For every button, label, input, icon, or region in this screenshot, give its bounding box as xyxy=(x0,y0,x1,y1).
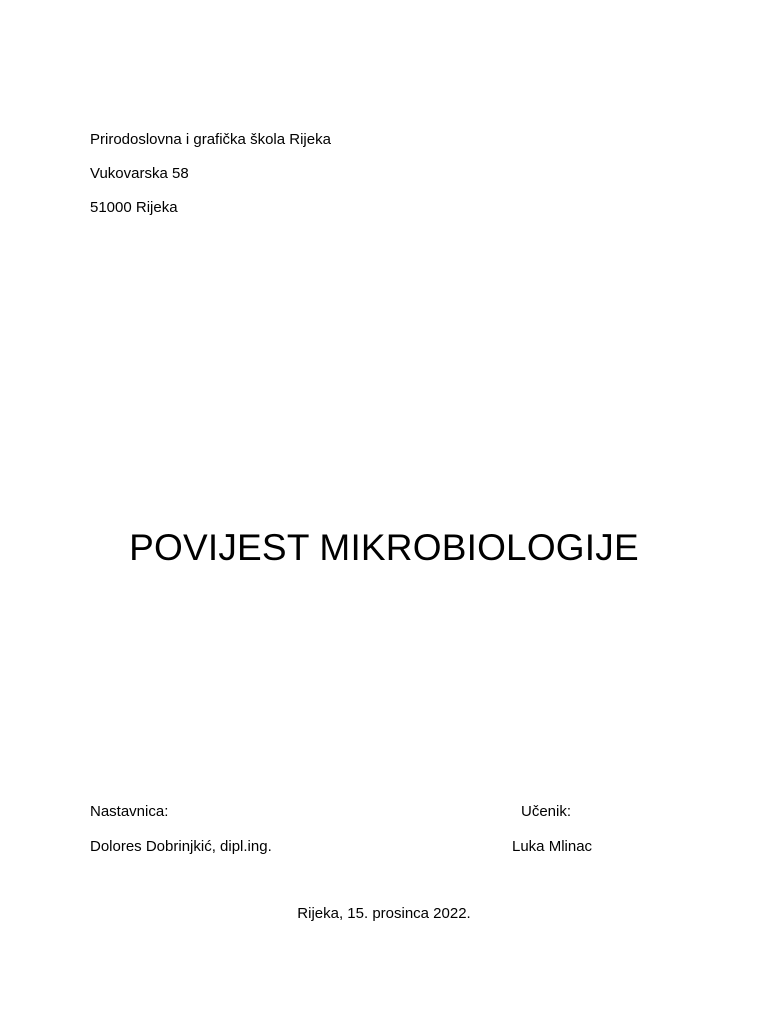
student-label: Učenik: xyxy=(521,803,572,820)
place-date: Rijeka, 15. prosinca 2022. xyxy=(297,905,471,922)
teacher-name: Dolores Dobrinjkić, dipl.ing. xyxy=(90,838,272,855)
school-name: Prirodoslovna i grafička škola Rijeka xyxy=(90,131,331,148)
teacher-label: Nastavnica: xyxy=(90,803,169,820)
school-street: Vukovarska 58 xyxy=(90,165,189,182)
document-title: POVIJEST MIKROBIOLOGIJE xyxy=(129,527,639,568)
school-city: 51000 Rijeka xyxy=(90,199,178,216)
student-name: Luka Mlinac xyxy=(512,838,593,855)
